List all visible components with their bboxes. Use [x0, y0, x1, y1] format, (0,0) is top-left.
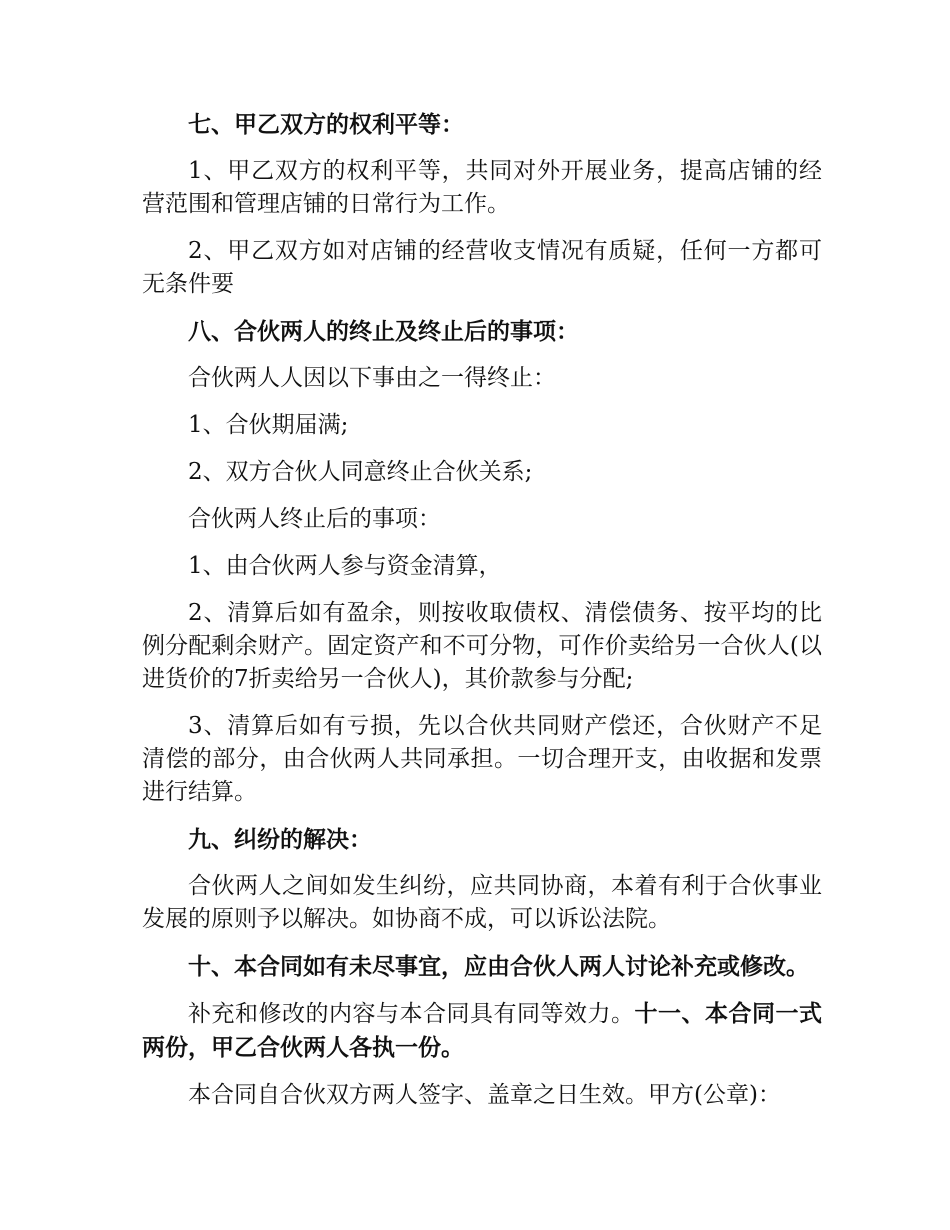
section-10-heading: 十、本合同如有未尽事宜，应由合伙人两人讨论补充或修改。 — [188, 953, 809, 980]
section-11-heading: 十一、本合同一式两份，甲乙合伙两人各执一份。 — [142, 1000, 822, 1061]
section-8-after-1: 1、由合伙两人参与资金清算， — [188, 553, 502, 579]
section-8-reason-1: 1、合伙期届满; — [188, 412, 349, 438]
section-9-heading: 九、纠纷的解决： — [188, 826, 372, 853]
section-7-heading: 七、甲乙双方的权利平等： — [188, 111, 464, 138]
section-7-item-1: 1、甲乙双方的权利平等，共同对外开展业务，提高店铺的经营范围和管理店铺的日常行为工作。 — [142, 158, 822, 217]
section-8-reason-2: 2、双方合伙人同意终止合伙关系; — [188, 459, 533, 485]
supplement-paragraph — [142, 997, 822, 1065]
document-page — [142, 108, 822, 1126]
section-7-item-2: 2、甲乙双方如对店铺的经营收支情况有质疑，任何一方都可无条件要 — [142, 238, 822, 297]
section-8-after-3: 3、清算后如有亏损，先以合伙共同财产偿还，合伙财产不足清偿的部分，由合伙两人共同承担。一切合理开支，由收据和发票进行结算。 — [142, 713, 822, 805]
section-8-after-intro: 合伙两人终止后的事项： — [188, 506, 441, 532]
section-9-body: 合伙两人之间如发生纠纷，应共同协商，本着有利于合伙事业发展的原则予以解决。如协商不成，可以诉讼法院。 — [142, 873, 822, 932]
section-8-intro: 合伙两人人因以下事由之一得终止： — [188, 365, 556, 391]
supplement-text: 补充和修改的内容与本合同具有同等效力。 — [188, 1001, 635, 1027]
final-paragraph: 本合同自合伙双方两人签字、盖章之日生效。甲方(公章)： — [188, 1082, 781, 1108]
section-8-heading: 八、合伙两人的终止及终止后的事项： — [188, 318, 579, 345]
section-8-after-2: 2、清算后如有盈余，则按收取债权、清偿债务、按平均的比例分配剩余财产。固定资产和不可分物，可作价卖给另一合伙人(以进货价的7折卖给另一合伙人)，其价款参与分配; — [142, 600, 822, 692]
